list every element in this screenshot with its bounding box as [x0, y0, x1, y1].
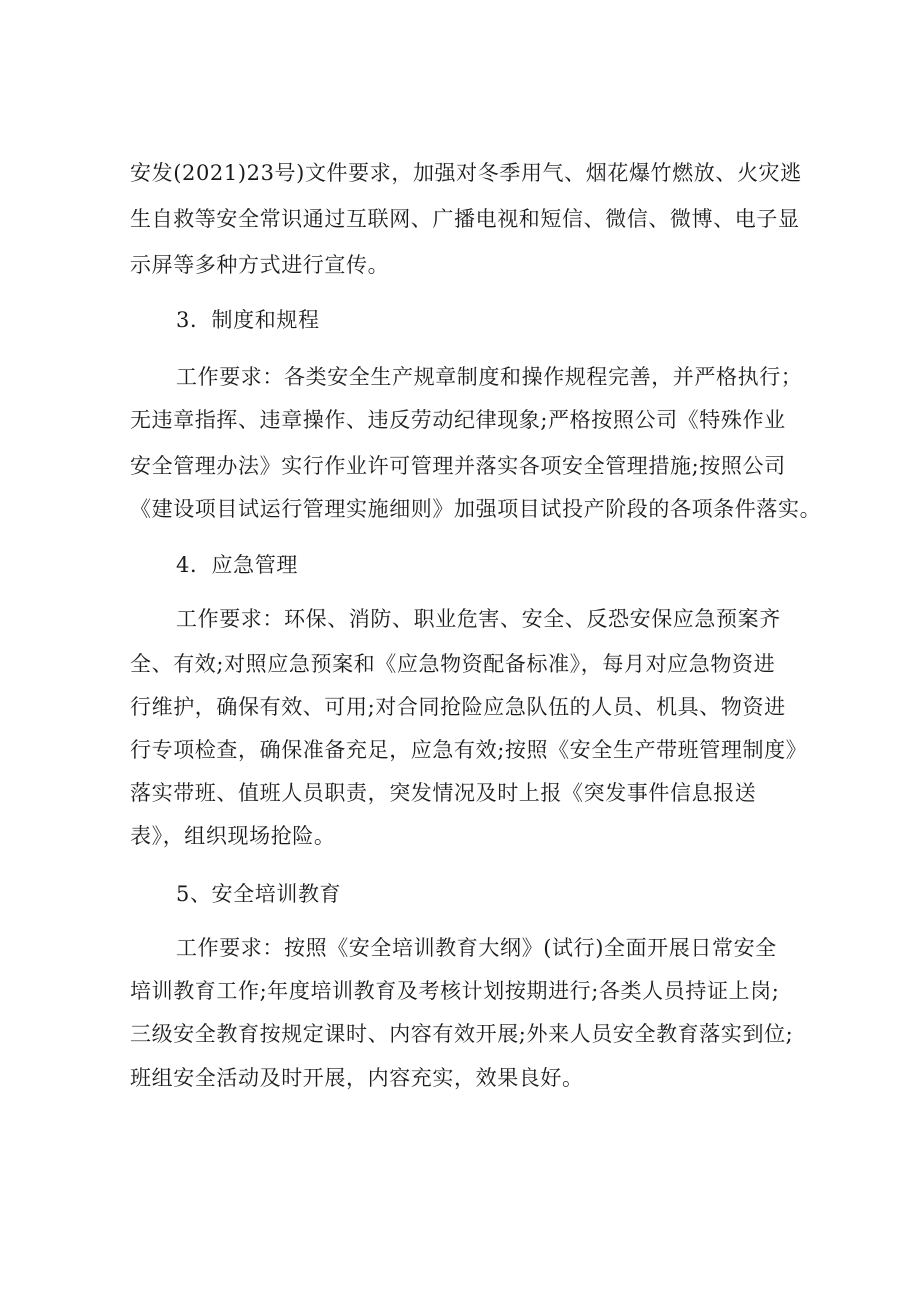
- section-heading-5: 5、安全培训教育: [176, 882, 342, 906]
- paragraph-line: 工作要求：按照《安全培训教育大纲》(试行)全面开展日常安全: [176, 936, 777, 960]
- paragraph-line: 行专项检查，确保准备充足，应急有效;按照《安全生产带班管理制度》: [130, 738, 808, 762]
- paragraph-line: 示屏等多种方式进行宣传。: [130, 253, 390, 277]
- paragraph-line: 三级安全教育按规定课时、内容有效开展;外来人员安全教育落实到位;: [130, 1022, 794, 1046]
- paragraph-line: 工作要求：各类安全生产规章制度和操作规程完善，并严格执行；: [176, 365, 803, 389]
- paragraph-line: 培训教育工作;年度培训教育及考核计划按期进行;各类人员持证上岗;: [130, 979, 780, 1003]
- paragraph-line: 表》，组织现场抢险。: [130, 824, 336, 848]
- paragraph-line: 班组安全活动及时开展，内容充实，效果良好。: [130, 1066, 584, 1090]
- paragraph-line: 全、有效;对照应急预案和《应急物资配备标准》，每月对应急物资进: [130, 652, 776, 676]
- paragraph-line: 行维护，确保有效、可用;对合同抢险应急队伍的人员、机具、物资进: [130, 695, 786, 719]
- paragraph-line: 安发(2021)23号)文件要求，加强对冬季用气、烟花爆竹燃放、火灾逃: [130, 161, 802, 185]
- section-heading-4: 4．应急管理: [176, 553, 298, 577]
- paragraph-line: 生自救等安全常识通过互联网、广播电视和短信、微信、微博、电子显: [130, 207, 800, 231]
- paragraph-line: 工作要求：环保、消防、职业危害、安全、反恐安保应急预案齐: [176, 607, 781, 631]
- paragraph-line: 安全管理办法》实行作业许可管理并落实各项安全管理措施;按照公司: [130, 454, 786, 478]
- paragraph-line: 无违章指挥、违章操作、违反劳动纪律现象;严格按照公司《特殊作业: [130, 408, 786, 432]
- section-heading-3: 3．制度和规程: [176, 308, 320, 332]
- paragraph-line: 《建设项目试运行管理实施细则》加强项目试投产阶段的各项条件落实。: [130, 497, 822, 521]
- paragraph-line: 落实带班、值班人员职责，突发情况及时上报《突发事件信息报送: [130, 781, 757, 805]
